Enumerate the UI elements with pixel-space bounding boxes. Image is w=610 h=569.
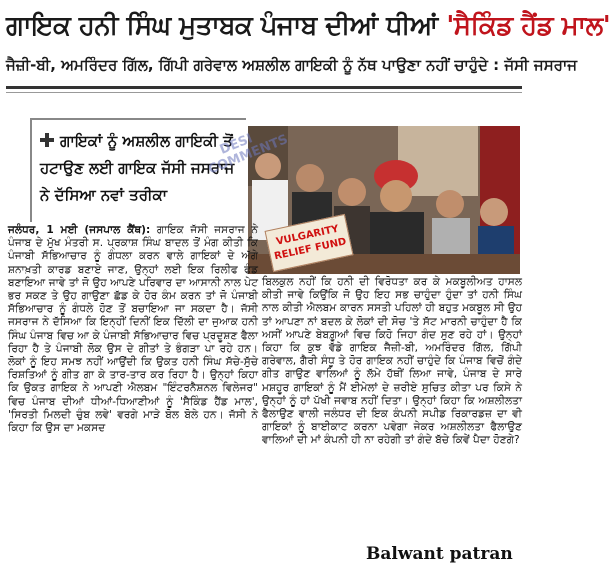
article-dateline: ਜਲੰਧਰ, 1 ਮਈ (ਜਸਪਾਲ ਕੈਂਥ): — [8, 224, 151, 236]
article-column-right: ਬਿਲਕੁਲ ਨਹੀਂ ਕਿ ਹਨੀ ਦੀ ਵਿਰੋਧਤਾ ਕਰ ਕੇ ਮਕਬੂਲੀਅਤ ਹਾਸਲ ਕੀਤੀ ਜਾਵੇ ਕਿਉਂਕਿ ਜੋ ਉਹ ਇਹ ਸਭ ਚਾਹੁੰਦਾ ਹੁੰਦਾ ਤਾਂ ਹਨੀ ਸਿੰਘ ਨਾਲ ਕੀਤੀ ਐਲਬਮ ਕਾਰਨ ਸਸਤੀ ਪਹਿਲਾਂ ਹੀ ਬਹੁਤ ਮਕਬੂਲ ਸੀ ਉਹ ਤਾਂ ਆਪਣਾ ਨਾਂ ਬਦਲ ਕੇ ਲੋਕਾਂ ਦੀ ਸੋਚ 'ਤੇ ਸੱਟ ਮਾਰਨੀ ਚਾਹੁੰਦਾ ਹੈ ਕਿ ਅਸੀਂ ਆਪਣੇ ਬੇਬਗ਼ੂਆਂ ਵਿਚ ਕਿਹੋ ਜਿਹਾ ਗੰਦ ਸੁਣ ਰਹੇ ਹਾਂ। ਉਨ੍ਹਾਂ ਕਿਹਾ ਕਿ ਕੁਝ ਵੱਡੇ ਗਾਇਕ ਜੈਜ਼ੀ-ਬੀ, ਅਮਰਿੰਦਰ ਗਿੱਲ, ਗਿੱਪੀ ਗਰੇਵਾਲ, ਗੈਰੀ ਸੰਧੂ ਤੇ ਹੋਰ ਗਾਇਕ ਨਹੀਂ ਚਾਹੁੰਦੇ ਕਿ ਪੰਜਾਬ ਵਿਚੋਂ ਗੰਦੇ ਗੀਤ ਗਾਉਣ ਵਾਲਿਆਂ ਨੂੰ ਲੱਮੇ ਹੱਥੀਂ ਲਿਆ ਜਾਵੇ, ਪੰਜਾਬ ਦੇ ਸਾਰੇ ਮਸ਼ਹੂਰ ਗਾਇਕਾਂ ਨੂੰ ਮੈਂ ਈਮੇਲਾਂ ਦੇ ਜ਼ਰੀਏ ਸੁਚਿਤ ਕੀਤਾ ਪਰ ਕਿਸੇ ਨੇ ਉਨ੍ਹਾਂ ਨੂੰ ਹਾਂ ਪੱਖੀ ਜਵਾਬ ਨਹੀਂ ਦਿਤਾ। ਉਨ੍ਹਾਂ ਕਿਹਾ ਕਿ ਅਸ਼ਲੀਲਤਾ ਫੈਲਾਉਣ ਵਾਲੀ ਜਲੰਧਰ ਦੀ ਇਕ ਕੰਪਨੀ ਸਪੀਡ ਰਿਕਾਰਡਜ਼ ਦਾ ਵੀ ਗਾਇਕਾਂ ਨੂੰ ਬਾਈਕਾਟ ਕਰਨਾ ਪਵੇਗਾ ਜੇਕਰ ਅਸ਼ਲੀਲਤਾ ਫੈਲਾਉਣ ਵਾਲਿਆਂ ਦੀ ਮਾਂ ਕੰਪਨੀ ਹੀ ਨਾ ਰਹੇਗੀ ਤਾਂ ਗੰਦੇ ਬੱਚੇ ਕਿਵੇਂ ਪੈਦਾ ਹੋਣਗੇ? — [262, 276, 522, 447]
article-column-left — [8, 224, 258, 558]
main-headline — [6, 4, 610, 48]
article-left-body: ਗਾਇਕ ਜੱਸੀ ਜਸਰਾਜ ਨੇ ਪੰਜਾਬ ਦੇ ਮੁੱਖ ਮੰਤਰੀ ਸ. ਪ੍ਰਕਾਸ਼ ਸਿੰਘ ਬਾਦਲ ਤੋਂ ਮੰਗ ਕੀਤੀ ਕਿ ਪੰਜਾਬੀ ਸੱਭਿਆਚਾਰ ਨੂੰ ਗੰਧਲਾ ਕਰਨ ਵਾਲੇ ਗਾਇਕਾਂ ਦੇ ਅੱਗੇ ਸ਼ਨਾਖ਼ਤੀ ਕਾਰਡ ਬਣਾਏ ਜਾਣ, ਉਨ੍ਹਾਂ ਲਈ ਇਕ ਰਿਲੀਫ ਫੰਡ ਬਣਾਇਆ ਜਾਵੇ ਤਾਂ ਜੋ ਉਹ ਆਪਣੇ ਪਰਿਵਾਰ ਦਾ ਆਸਾਨੀ ਨਾਲ ਪੇਟ ਭਰ ਸਕਣ ਤੇ ਉਹ ਗਾਉਣਾ ਛੱਡ ਕੇ ਹੋਰ ਕੰਮ ਕਰਨ ਤਾਂ ਜੋ ਪੰਜਾਬੀ ਸੱਭਿਆਚਾਰ ਨੂੰ ਗੰਧਲੇ ਹੋਣ ਤੋਂ ਬਚਾਇਆ ਜਾ ਸਕਦਾ ਹੈ। ਜੱਸੀ ਜਸਰਾਜ ਨੇ ਦੱਸਿਆ ਕਿ ਇਨ੍ਹੀਂ ਦਿਨੀਂ ਇਕ ਦਿੱਲੀ ਦਾ ਜੁਆਕ ਹਨੀ ਸਿੰਘ ਪੰਜਾਬ ਵਿਚ ਆ ਕੇ ਪੰਜਾਬੀ ਸੱਭਿਆਚਾਰ ਵਿਚ ਪ੍ਰਦੂਸ਼ਣ ਫੈਲਾ ਰਿਹਾ ਹੈ ਤੇ ਪੰਜਾਬੀ ਲੋਕ ਉਸ ਦੇ ਗੀਤਾਂ ਤੇ ਭੰਗੜਾ ਪਾ ਰਹੇ ਹਨ। ਲੋਕਾਂ ਨੂੰ ਇਹ ਸਮਝ ਨਹੀਂ ਆਉਂਦੀ ਕਿ ਉਕਤ ਹਨੀ ਸਿੰਘ ਸੱਚੇ-ਸੁੱਚੇ ਰਿਸ਼ਤਿਆਂ ਨੂੰ ਗੀਤ ਗਾ ਕੇ ਤਾਰ-ਤਾਰ ਕਰ ਰਿਹਾ ਹੈ। ਉਨ੍ਹਾਂ ਕਿਹਾ ਕਿ ਉਕਤ ਗਾਇਕ ਨੇ ਆਪਣੀ ਐਲਬਮ "ਇੰਟਰਨੈਸ਼ਨਲ ਵਿਲੇਜਰ" ਵਿਚ ਪੰਜਾਬ ਦੀਆਂ ਧੀਆਂ-ਧਿਆਣੀਆਂ ਨੂੰ 'ਸੈਕਿੰਡ ਹੈਂਡ ਮਾਲ', 'ਸਿਰਤੀ ਮਿਲਦੀ ਚੁੰਬ ਲਵੇ' ਵਰਗੇ ਮਾੜੇ ਬੋਲ ਬੋਲੇ ਹਨ। ਜੱਸੀ ਨੇ ਕਿਹਾ ਕਿ ਉਸ ਦਾ ਮਕਸਦ — [8, 224, 258, 435]
byline-signature: Balwant patran — [366, 544, 513, 564]
cross-icon — [40, 133, 54, 147]
inset-text: ਗਾਇਕਾਂ ਨੂੰ ਅਸ਼ਲੀਲ ਗਾਇਕੀ ਤੋਂ ਹਟਾਉਣ ਲਈ ਗਾਇਕ ਜੱਸੀ ਜਸਰਾਜ ਨੇ ਦੱਸਿਆ ਨਵਾਂ ਤਰੀਕਾ — [40, 132, 235, 204]
headline-divider — [6, 86, 522, 89]
sub-headline: ਜੈਜ਼ੀ-ਬੀ, ਅਮਰਿੰਦਰ ਗਿੱਲ, ਗਿੱਪੀ ਗਰੇਵਾਲ ਅਸ਼ਲੀਲ ਗਾਇਕੀ ਨੂੰ ਨੱਥ ਪਾਉਣਾ ਨਹੀਂ ਚਾਹੁੰਦੇ : ਜੱਸੀ ਜਸਰਾਜ — [6, 56, 578, 74]
photo-watermark: DESI COMMENTS — [206, 131, 291, 178]
headline-main-text: ਗਾਇਕ ਹਨੀ ਸਿੰਘ ਮੁਤਾਬਕ ਪੰਜਾਬ ਦੀਆਂ ਧੀਆਂ — [6, 11, 447, 41]
headline-quote-text: 'ਸੈਕਿੰਡ ਹੈਂਡ ਮਾਲ' — [446, 11, 610, 41]
relief-fund-banner: VULGARITY RELIEF FUND — [265, 214, 354, 272]
headline-divider-thin — [6, 92, 522, 93]
